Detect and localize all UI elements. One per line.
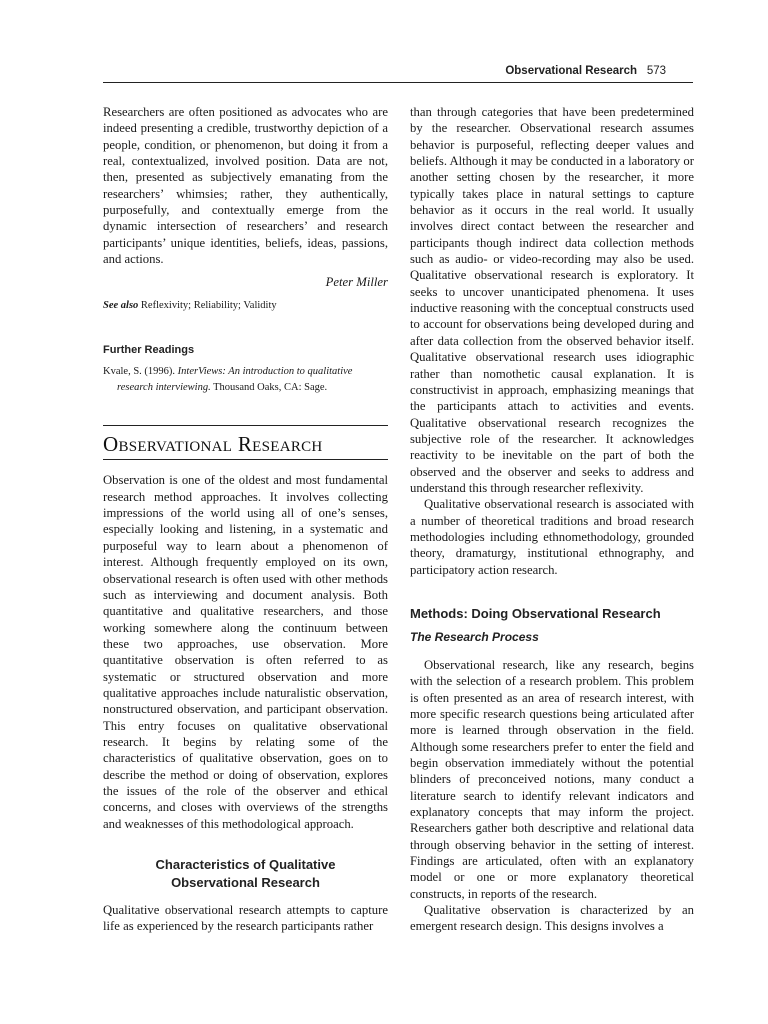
entry-rule-top [103, 425, 388, 426]
running-head-title: Observational Research [505, 65, 637, 77]
paragraph-advocates: Researchers are often positioned as advocates who are indeed presenting a credible, trustworthy depiction of a people, condition, or phenomenon, but doing it from a real, contextualized, involved position. Data are not, then, presented as subjectively emanating from the researchers’ whimsies; rather, they authentically, purposefully, and contextually emerge from the dynamic intersection of researchers’ and research participants’ unique identities, beliefs, ideas, passions, and actions. [103, 105, 388, 267]
page-number: 573 [646, 65, 666, 77]
subheading-research-process: The Research Process [410, 629, 539, 644]
section-heading-line-1: Characteristics of Qualitative [155, 857, 336, 872]
further-readings-heading: Further Readings [103, 344, 195, 357]
author-signature: Peter Miller [325, 275, 388, 290]
reference-author: Kvale, S. (1996). [103, 366, 178, 378]
section-heading-characteristics [103, 856, 388, 892]
paragraph-continued: than through categories that have been predetermined by the researcher. Observational research assumes behavior is purposeful, reflecting deeper values and beliefs. Although it may be conducted in a laboratory or another setting chosen by the researcher, it more typically takes place in natural settings to capture behavior as it occurs in the real world. It usually involves direct contact between the researcher and participants though indirect data collection methods such as audio- or video-recording may also be used. Qualitative observational research is exploratory. It seeks to uncover unanticipated phenomena. It uses inductive reasoning with the conceptual constructs used to account for observations being developed during and after data collection from the observed behavior itself. Qualitative observational research uses idiographic rather than nomothetic causal explanation. It is constructivist in approach, emphasizing meanings that the participants attach to activities and events. Qualitative observational research recognizes the subjective role of the researcher. It acknowledges reactivity to be inevitable on the part of both the observed and the observer and seeks to address and understand this through researcher reflexivity. [410, 105, 694, 495]
reference-title: InterViews: An introduction to qualitative research interviewing. [117, 366, 353, 394]
right-column [410, 104, 695, 935]
paragraph-characteristics: Qualitative observational research attempts to capture life as experienced by the research participants rather [103, 903, 388, 934]
paragraph-emergent-design: Qualitative observation is characterized by an emergent research design. This designs involves a [410, 903, 694, 934]
running-head [103, 63, 693, 81]
entry-title: Observational Research [103, 432, 323, 457]
see-also [103, 299, 388, 313]
paragraph-traditions: Qualitative observational research is associated with a number of theoretical traditions and broad research methodologies including ethnomethodology, grounded theory, dramaturgy, institutional ethnography, and participatory action research. [410, 497, 694, 577]
entry-rule-bottom [103, 459, 388, 460]
reference-entry [103, 364, 388, 396]
paragraph-research-process: Observational research, like any research, begins with the selection of a research problem. This problem is often presented as an area of research interest, with more specific research questions being articulated after more is learned through observation in the field. Although some researchers prefer to enter the field and begin observation immediately without the potential blinders of preconceived notions, many conduct a literature search to identify relevant indicators and explanatory concepts that may inform the project. Researchers gather both descriptive and relational data through observing behavior in the setting of interest. Findings are articulated, often with an explanatory model or one or more explanatory theoretical constructs, in reports of the research. [410, 657, 694, 901]
reference-publisher: Thousand Oaks, CA: Sage. [210, 382, 328, 394]
left-column [103, 104, 388, 935]
section-heading-line-2: Observational Research [171, 875, 320, 890]
paragraph-intro: Observation is one of the oldest and most fundamental research method approaches. It involves collecting impressions of the world using all of one’s senses, especially looking and listening, in a systematic and purposeful way to learn about a phenomenon of interest. Although frequently employed on its own, observational research is often used with other methods such as interviewing and document analysis. Both quantitative and qualitative researchers, and those working somewhere along the continuum between these two approaches, use observation. More quantitative observation is often referred to as systematic or structured observation and more qualitative approaches include naturalistic observation, nonstructured observation, and participant observation. This entry focuses on qualitative observational research. It begins by relating some of the characteristics of qualitative observation, goes on to describe the method or doing of observation, explores the issues of the role of the observer and ethical concerns, and closes with overviews of the strengths and weaknesses of this methodological approach. [103, 473, 388, 831]
see-also-label: See also [103, 300, 139, 312]
heading-methods: Methods: Doing Observational Research [410, 605, 661, 621]
see-also-links[interactable]: Reflexivity; Reliability; Validity [140, 300, 277, 312]
header-rule [103, 82, 693, 83]
